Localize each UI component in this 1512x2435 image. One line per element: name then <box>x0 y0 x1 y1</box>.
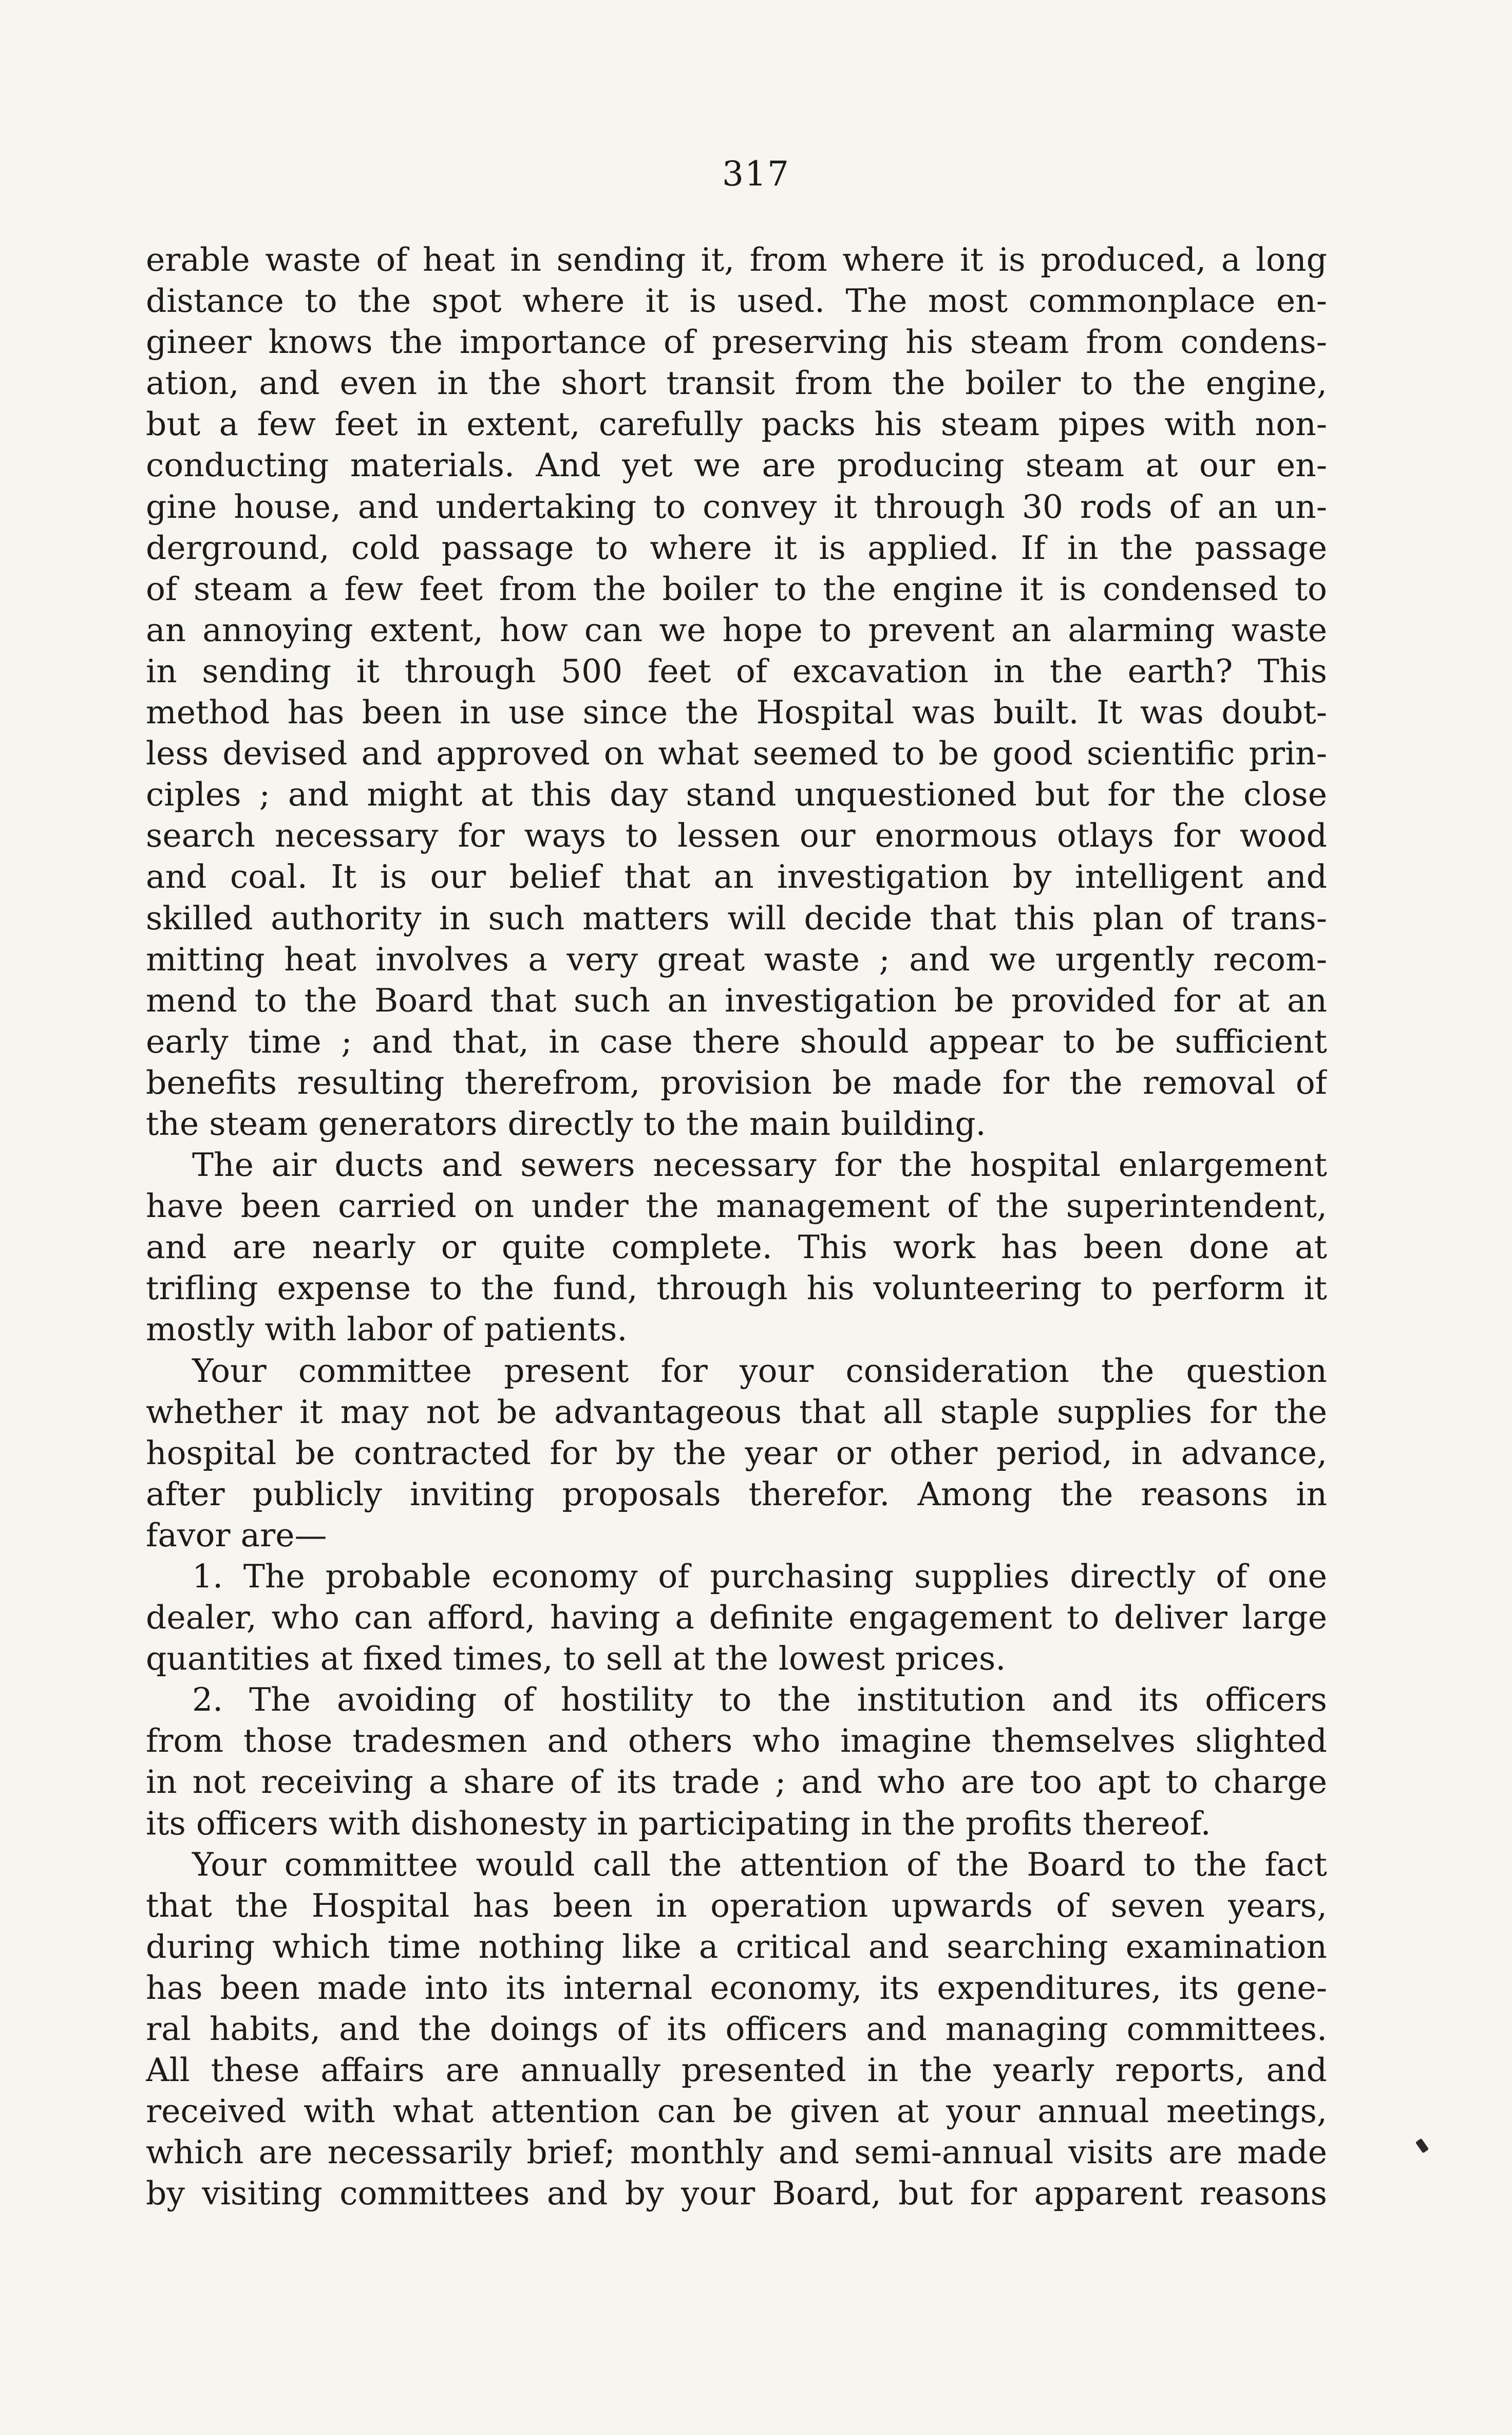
text-line: ral habits, and the doings of its officers and managing committees. <box>146 2010 1327 2048</box>
text-line: whether it may not be advantageous that all staple supplies for the <box>146 1393 1327 1431</box>
text-line: search necessary for ways to lessen our enormous otlays for wood <box>146 817 1327 855</box>
text-line: erable waste of heat in sending it, from where it is produced, a long <box>146 241 1327 278</box>
text-line: Your committee would call the attention of the Board to the fact <box>192 1845 1327 1883</box>
text-line: by visiting committees and by your Board, but for apparent reasons <box>146 2175 1327 2213</box>
paragraph-air-ducts <box>146 1145 1327 1350</box>
text-line: distance to the spot where it is used. The most commonplace en- <box>146 282 1327 320</box>
text-line: 2. The avoiding of hostility to the institution and its officers <box>192 1681 1327 1719</box>
text-line: hospital be contracted for by the year or other period, in advance, <box>146 1434 1327 1472</box>
text-line: derground, cold passage to where it is applied. If in the passage <box>146 529 1327 567</box>
text-line: trifling expense to the fund, through his volunteering to perform it <box>146 1269 1327 1307</box>
text-line: mitting heat involves a very great waste ; and we urgently recom- <box>146 940 1327 978</box>
text-line: the steam generators directly to the main building. <box>146 1104 986 1142</box>
text-line: have been carried on under the management of the superintendent, <box>146 1187 1327 1225</box>
text-line: benefits resulting therefrom, provision be made for the removal of <box>146 1063 1327 1101</box>
text-line: in sending it through 500 feet of excavation in the earth? This <box>146 652 1327 690</box>
text-line: early time ; and that, in case there should appear to be sufficient <box>146 1022 1327 1060</box>
text-line: ciples ; and might at this day stand unquestioned but for the close <box>146 776 1327 814</box>
paragraph-staple-supplies <box>146 1351 1327 1556</box>
text-line: gine house, and undertaking to convey it through 30 rods of an un- <box>146 488 1327 526</box>
text-line: mostly with labor of patients. <box>146 1310 628 1348</box>
text-line: The air ducts and sewers necessary for the hospital enlargement <box>192 1146 1327 1184</box>
text-line: method has been in use since the Hospital was built. It was doubt- <box>146 694 1327 732</box>
text-line: received with what attention can be given at your annual meetings, <box>146 2092 1327 2130</box>
text-line: an annoying extent, how can we hope to prevent an alarming waste <box>146 611 1327 649</box>
text-line: ation, and even in the short transit from the boiler to the engine, <box>146 364 1327 402</box>
text-line: during which time nothing like a critical and searching examination <box>146 1927 1327 1965</box>
text-line: its officers with dishonesty in participating in the profits thereof. <box>146 1804 1211 1842</box>
text-line: All these affairs are annually presented in the yearly reports, and <box>146 2051 1327 2089</box>
text-line: has been made into its internal economy, its expenditures, its gene- <box>146 1969 1327 2007</box>
text-line: which are necessarily brief; monthly and semi-annual visits are made <box>146 2133 1327 2171</box>
text-line: gineer knows the importance of preserving his steam from condens- <box>146 323 1327 361</box>
body-text <box>146 239 1327 2215</box>
text-line: dealer, who can afford, having a definite engagement to deliver large <box>146 1599 1327 1637</box>
text-line: and are nearly or quite complete. This work has been done at <box>146 1228 1327 1266</box>
text-line: mend to the Board that such an investigation be provided for at an <box>146 981 1327 1019</box>
text-line: skilled authority in such matters will decide that this plan of trans- <box>146 899 1327 937</box>
list-item-reason-1 <box>146 1556 1327 1679</box>
text-line: favor are— <box>146 1516 327 1554</box>
page-number: 317 <box>722 154 790 194</box>
text-line: less devised and approved on what seemed to be good scientific prin- <box>146 735 1327 773</box>
text-line: that the Hospital has been in operation upwards of seven years, <box>146 1886 1327 1924</box>
text-line: and coal. It is our belief that an investigation by intelligent and <box>146 858 1327 896</box>
text-line: from those tradesmen and others who imagine themselves slighted <box>146 1722 1327 1760</box>
text-line: Your committee present for your consideration the question <box>192 1352 1327 1390</box>
text-line: quantities at fixed times, to sell at the lowest prices. <box>146 1640 1006 1678</box>
text-line: 1. The probable economy of purchasing supplies directly of one <box>192 1558 1327 1595</box>
list-item-reason-2 <box>146 1679 1327 1844</box>
ink-mark <box>1415 2138 1429 2153</box>
text-line: in not receiving a share of its trade ; and who are too apt to charge <box>146 1763 1327 1801</box>
text-line: after publicly inviting proposals therefor. Among the reasons in <box>146 1475 1327 1513</box>
text-line: of steam a few feet from the boiler to the engine it is condensed to <box>146 570 1327 608</box>
paragraph-examination <box>146 1844 1327 2215</box>
text-line: but a few feet in extent, carefully packs his steam pipes with non- <box>146 405 1327 443</box>
text-line: conducting materials. And yet we are producing steam at our en- <box>146 446 1327 484</box>
paragraph-steam-waste <box>146 239 1327 1145</box>
